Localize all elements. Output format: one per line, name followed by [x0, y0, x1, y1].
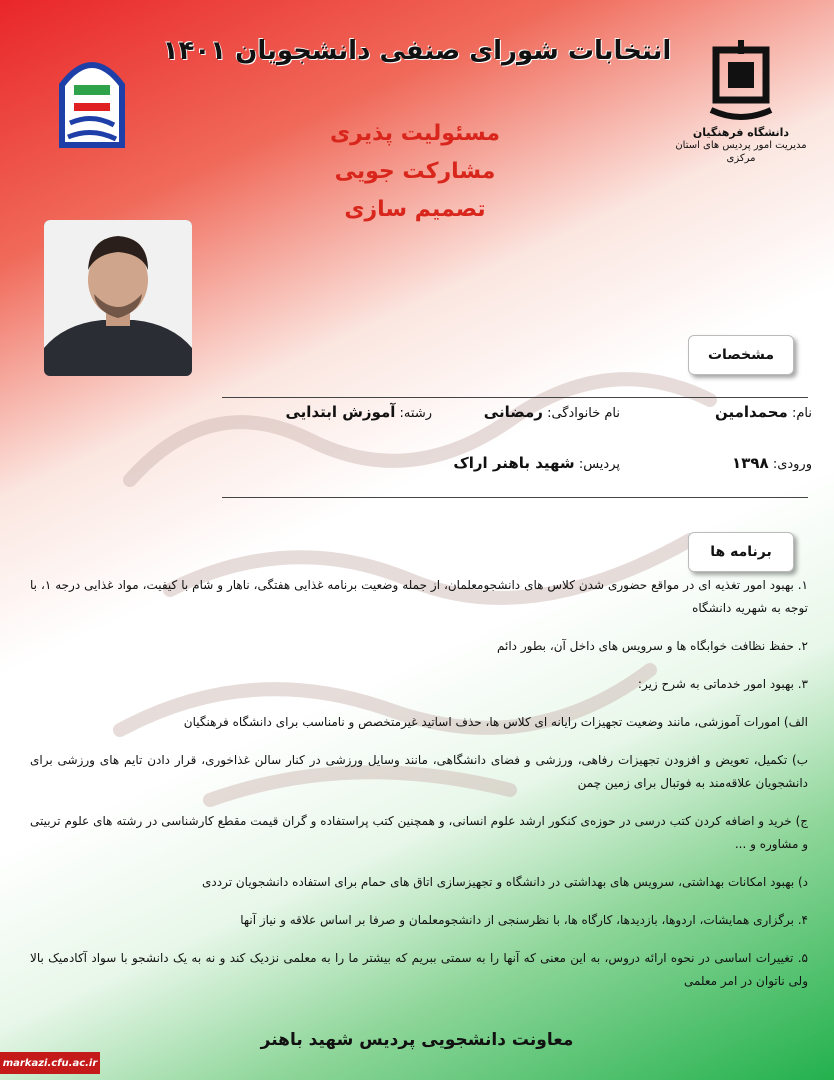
divider-top: [222, 397, 808, 398]
student-council-logo: [52, 45, 132, 155]
program-item: الف) امورات آموزشی، مانند وضعیت تجهیزات رایانه ای کلاس ها، حذف اساتید غیرمتخصص و نامناسب برای دانشگاه فرهنگیان: [183, 715, 808, 729]
major-cell: [286, 403, 433, 421]
university-department: مدیریت امور پردیس های استان مرکزی: [675, 140, 807, 164]
info-row-2: [222, 454, 812, 484]
last-name-cell: [484, 403, 620, 421]
program-item: ۴. برگزاری همایشات، اردوها، بازدیدها، کارگاه ها، با نظرسنجی از دانشجومعلمان و صرفا بر اساس علاقه و نیاز آنها: [240, 913, 808, 927]
last-name-value: رمضانی: [483, 403, 543, 421]
entry-year-label: ورودی:: [772, 457, 812, 472]
first-name-value: محمدامین: [714, 403, 788, 421]
programs-list: [30, 574, 808, 1008]
info-row-1: [222, 403, 812, 433]
entry-year-cell: [732, 454, 812, 472]
motto-line-1: مسئولیت پذیری: [329, 121, 501, 146]
university-name: دانشگاه فرهنگیان: [692, 126, 790, 139]
campus-value: شهید باهنر اراک: [453, 454, 575, 472]
first-name-cell: [715, 403, 812, 421]
program-item: د) بهبود امکانات بهداشتی، سرویس های بهداشتی در دانشگاه و تجهیزسازی اتاق های حمام برای استفاده دانشجویان ترددی: [202, 875, 808, 889]
major-value: آموزش ابتدایی: [285, 403, 396, 421]
election-title: انتخابات شورای صنفی دانشجویان ۱۴۰۱: [162, 36, 672, 66]
entry-year-value: ۱۳۹۸: [732, 454, 769, 472]
major-label: رشته:: [399, 406, 432, 421]
first-name-label: نام:: [791, 406, 812, 421]
campus-cell: [453, 454, 620, 472]
program-item: ۱. بهبود امور تغذیه ای در مواقع حضوری شدن کلاس های دانشجومعلمان، از جمله وضعیت برنامه غذایی هفتگی، ناهار و شام با کیفیت، مواد غذایی درجه ۱، با توجه به شهریه دانشگاه: [30, 578, 808, 615]
divider-bottom: [222, 497, 808, 498]
motto: [300, 115, 530, 229]
farhangian-university-logo: [666, 40, 816, 170]
program-item: ۵. تغییرات اساسی در نحوه ارائه دروس، به این معنی که آنها را به سمتی ببریم که بیشتر ما را به معلمی نزدیک کند و نه به یک دانشجو با سواد آکادمیک بالا ولی ناتوان در امر معلمی: [30, 951, 808, 988]
site-badge: markazi.cfu.ac.ir: [0, 1052, 100, 1074]
programs-section-title: برنامه ها: [688, 532, 794, 572]
program-item: ج) خرید و اضافه کردن کتب درسی در حوزه‌ی کنکور ارشد علوم انسانی، و همچنین کتب پراستفاده و گران قیمت مقطع کارشناسی در رشته های علوم تربیتی و مشاوره و ...: [30, 814, 808, 851]
last-name-label: نام خانوادگی:: [547, 406, 620, 421]
program-item: ب) تکمیل، تعویض و افزودن تجهیزات رفاهی، ورزشی و فضای دانشگاهی، مانند وسایل ورزشی در کنار سالن غذاخوری، قرار دادن تایم های ورزشی برای دانشجویان علاقه‌مند به فوتبال برای زمین چمن: [30, 753, 808, 790]
profile-section-title: مشخصات: [688, 335, 794, 375]
university-caption: [666, 126, 816, 165]
candidate-photo: [44, 220, 192, 376]
program-item: ۳. بهبود امور خدماتی به شرح زیر:: [637, 677, 808, 691]
campus-label: پردیس:: [578, 457, 620, 472]
program-item: ۲. حفظ نظافت خوابگاه ها و سرویس های داخل آن، بطور دائم: [497, 639, 808, 653]
motto-line-2: مشارکت جویی: [334, 159, 496, 184]
footer-signature: معاونت دانشجویی پردیس شهید باهنر: [260, 1030, 574, 1050]
motto-line-3: تصمیم سازی: [344, 197, 486, 222]
